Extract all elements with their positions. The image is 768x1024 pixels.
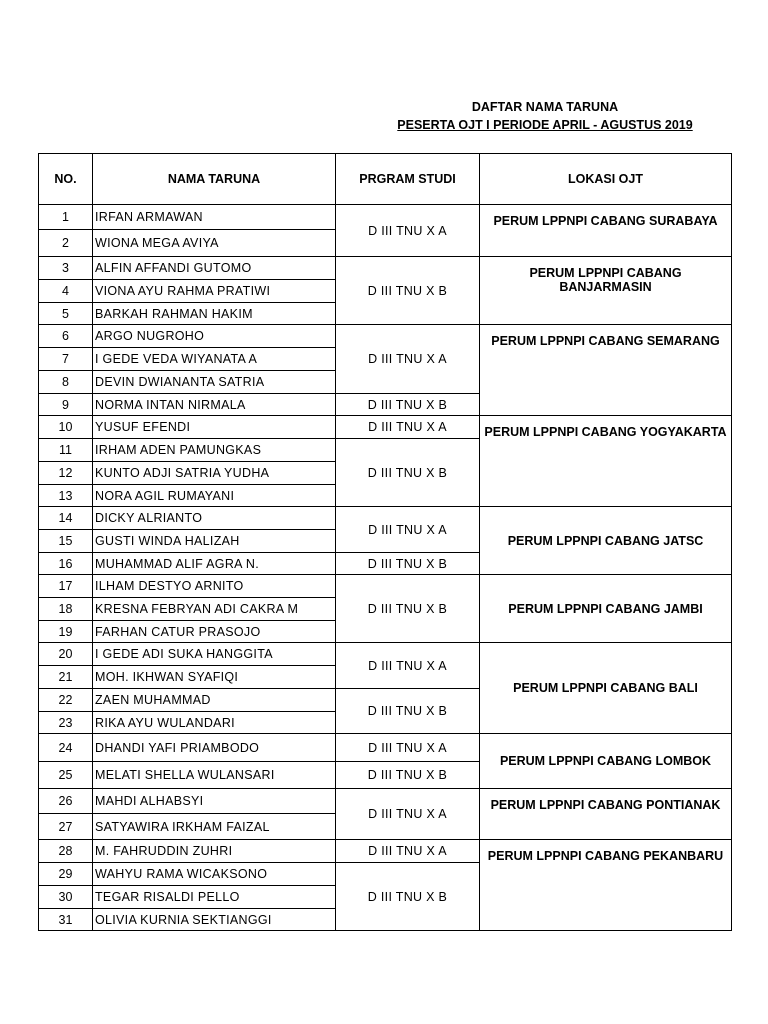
cadet-name: MUHAMMAD ALIF AGRA N. bbox=[93, 553, 336, 575]
study-program: D III TNU X B bbox=[336, 439, 480, 507]
table-row bbox=[39, 734, 732, 762]
table-row bbox=[39, 205, 732, 230]
study-program: D III TNU X A bbox=[336, 734, 480, 762]
cadet-name: IRHAM ADEN PAMUNGKAS bbox=[93, 439, 336, 462]
row-number: 27 bbox=[39, 814, 93, 840]
cadet-name: NORMA INTAN NIRMALA bbox=[93, 394, 336, 416]
row-number: 9 bbox=[39, 394, 93, 416]
ojt-location: PERUM LPPNPI CABANG JAMBI bbox=[480, 575, 732, 643]
row-number: 15 bbox=[39, 530, 93, 553]
ojt-location: PERUM LPPNPI CABANG SURABAYA bbox=[480, 205, 732, 257]
cadet-name: OLIVIA KURNIA SEKTIANGGI bbox=[93, 909, 336, 931]
study-program: D III TNU X A bbox=[336, 205, 480, 257]
participants-table bbox=[38, 153, 732, 931]
row-number: 12 bbox=[39, 462, 93, 485]
cadet-name: I GEDE VEDA WIYANATA A bbox=[93, 348, 336, 371]
cadet-name: FARHAN CATUR PRASOJO bbox=[93, 621, 336, 643]
cadet-name: VIONA AYU RAHMA PRATIWI bbox=[93, 280, 336, 303]
row-number: 2 bbox=[39, 230, 93, 257]
row-number: 26 bbox=[39, 789, 93, 814]
column-header-location: LOKASI OJT bbox=[480, 154, 732, 205]
cadet-name: BARKAH RAHMAN HAKIM bbox=[93, 303, 336, 325]
table-row bbox=[39, 325, 732, 348]
row-number: 10 bbox=[39, 416, 93, 439]
cadet-name: M. FAHRUDDIN ZUHRI bbox=[93, 840, 336, 863]
row-number: 31 bbox=[39, 909, 93, 931]
table-row bbox=[39, 789, 732, 814]
table-row bbox=[39, 257, 732, 280]
study-program: D III TNU X B bbox=[336, 863, 480, 931]
row-number: 16 bbox=[39, 553, 93, 575]
study-program: D III TNU X A bbox=[336, 507, 480, 553]
row-number: 28 bbox=[39, 840, 93, 863]
row-number: 4 bbox=[39, 280, 93, 303]
table-row bbox=[39, 840, 732, 863]
study-program: D III TNU X A bbox=[336, 416, 480, 439]
row-number: 29 bbox=[39, 863, 93, 886]
study-program: D III TNU X B bbox=[336, 762, 480, 789]
table-row bbox=[39, 643, 732, 666]
row-number: 7 bbox=[39, 348, 93, 371]
row-number: 23 bbox=[39, 712, 93, 734]
row-number: 1 bbox=[39, 205, 93, 230]
row-number: 11 bbox=[39, 439, 93, 462]
row-number: 17 bbox=[39, 575, 93, 598]
study-program: D III TNU X A bbox=[336, 643, 480, 689]
cadet-name: TEGAR RISALDI PELLO bbox=[93, 886, 336, 909]
row-number: 30 bbox=[39, 886, 93, 909]
cadet-name: DHANDI YAFI PRIAMBODO bbox=[93, 734, 336, 762]
row-number: 6 bbox=[39, 325, 93, 348]
ojt-location: PERUM LPPNPI CABANG JATSC bbox=[480, 507, 732, 575]
ojt-location: PERUM LPPNPI CABANG LOMBOK bbox=[480, 734, 732, 789]
ojt-location: PERUM LPPNPI CABANG PEKANBARU bbox=[480, 840, 732, 931]
cadet-name: WAHYU RAMA WICAKSONO bbox=[93, 863, 336, 886]
cadet-name: DEVIN DWIANANTA SATRIA bbox=[93, 371, 336, 394]
table-body bbox=[39, 205, 732, 931]
study-program: D III TNU X B bbox=[336, 394, 480, 416]
row-number: 18 bbox=[39, 598, 93, 621]
row-number: 24 bbox=[39, 734, 93, 762]
study-program: D III TNU X B bbox=[336, 257, 480, 325]
column-header-program: PRGRAM STUDI bbox=[336, 154, 480, 205]
cadet-name: ARGO NUGROHO bbox=[93, 325, 336, 348]
study-program: D III TNU X B bbox=[336, 575, 480, 643]
cadet-name: WIONA MEGA AVIYA bbox=[93, 230, 336, 257]
ojt-location: PERUM LPPNPI CABANG SEMARANG bbox=[480, 325, 732, 416]
row-number: 21 bbox=[39, 666, 93, 689]
ojt-location: PERUM LPPNPI CABANG BALI bbox=[480, 643, 732, 734]
cadet-name: RIKA AYU WULANDARI bbox=[93, 712, 336, 734]
study-program: D III TNU X A bbox=[336, 789, 480, 840]
cadet-name: IRFAN ARMAWAN bbox=[93, 205, 336, 230]
document-subtitle: PESERTA OJT I PERIODE APRIL - AGUSTUS 2019 bbox=[397, 118, 693, 132]
ojt-location: PERUM LPPNPI CABANG BANJARMASIN bbox=[480, 257, 732, 325]
cadet-name: I GEDE ADI SUKA HANGGITA bbox=[93, 643, 336, 666]
table-row bbox=[39, 416, 732, 439]
study-program: D III TNU X A bbox=[336, 325, 480, 394]
cadet-name: ILHAM DESTYO ARNITO bbox=[93, 575, 336, 598]
cadet-name: ZAEN MUHAMMAD bbox=[93, 689, 336, 712]
study-program: D III TNU X B bbox=[336, 689, 480, 734]
row-number: 13 bbox=[39, 485, 93, 507]
row-number: 25 bbox=[39, 762, 93, 789]
cadet-name: MELATI SHELLA WULANSARI bbox=[93, 762, 336, 789]
cadet-name: YUSUF EFENDI bbox=[93, 416, 336, 439]
cadet-name: GUSTI WINDA HALIZAH bbox=[93, 530, 336, 553]
cadet-name: SATYAWIRA IRKHAM FAIZAL bbox=[93, 814, 336, 840]
cadet-name: NORA AGIL RUMAYANI bbox=[93, 485, 336, 507]
cadet-name: MAHDI ALHABSYI bbox=[93, 789, 336, 814]
study-program: D III TNU X A bbox=[336, 840, 480, 863]
row-number: 8 bbox=[39, 371, 93, 394]
table-row bbox=[39, 507, 732, 530]
cadet-name: MOH. IKHWAN SYAFIQI bbox=[93, 666, 336, 689]
row-number: 22 bbox=[39, 689, 93, 712]
row-number: 3 bbox=[39, 257, 93, 280]
table-row bbox=[39, 575, 732, 598]
cadet-name: DICKY ALRIANTO bbox=[93, 507, 336, 530]
row-number: 5 bbox=[39, 303, 93, 325]
cadet-name: KUNTO ADJI SATRIA YUDHA bbox=[93, 462, 336, 485]
study-program: D III TNU X B bbox=[336, 553, 480, 575]
row-number: 19 bbox=[39, 621, 93, 643]
column-header-name: NAMA TARUNA bbox=[93, 154, 336, 205]
column-header-no: NO. bbox=[39, 154, 93, 205]
ojt-location: PERUM LPPNPI CABANG YOGYAKARTA bbox=[480, 416, 732, 507]
table-header-row bbox=[39, 154, 732, 205]
cadet-name: ALFIN AFFANDI GUTOMO bbox=[93, 257, 336, 280]
document-title: DAFTAR NAMA TARUNA bbox=[471, 100, 619, 114]
cadet-name: KRESNA FEBRYAN ADI CAKRA M bbox=[93, 598, 336, 621]
row-number: 20 bbox=[39, 643, 93, 666]
row-number: 14 bbox=[39, 507, 93, 530]
ojt-location: PERUM LPPNPI CABANG PONTIANAK bbox=[480, 789, 732, 840]
